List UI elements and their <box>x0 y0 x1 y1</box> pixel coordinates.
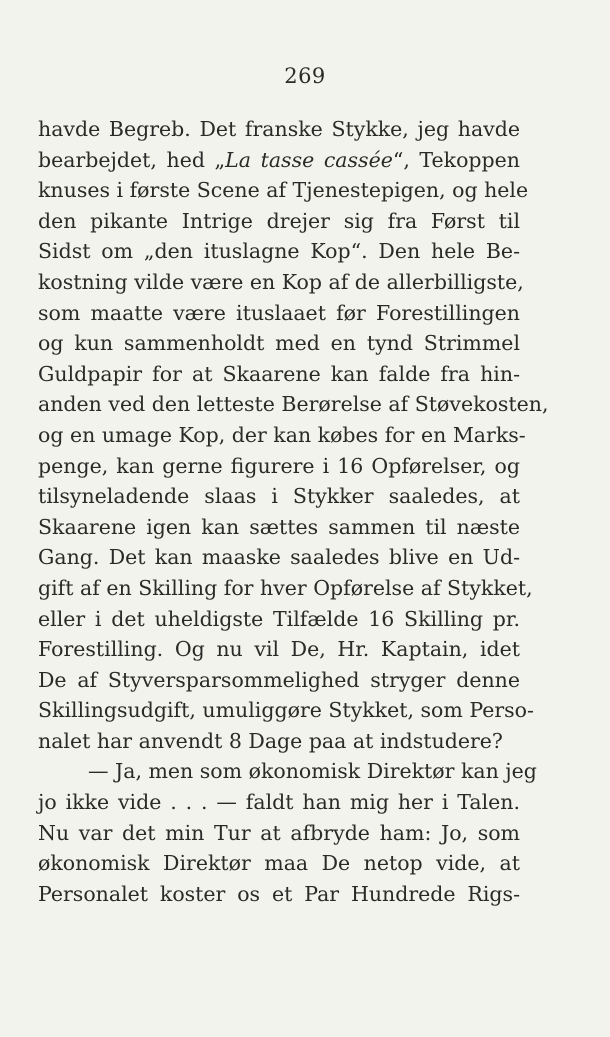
text-line <box>38 145 520 176</box>
text-line: den pikante Intrige drejer sig fra Først til <box>38 208 520 233</box>
text-line: Nu var det min Tur at afbryde ham: Jo, som <box>38 820 520 845</box>
text-line: eller i det uheldigste Tilfælde 16 Skilling pr. <box>38 606 520 631</box>
text-line: og en umage Kop, der kan købes for en Marks- <box>38 422 526 447</box>
text-line: nalet har anvendt 8 Dage paa at indstudere? <box>38 728 503 753</box>
text-line: Skillingsudgift, umuliggøre Stykket, som Perso- <box>38 698 534 723</box>
text-line: tilsyneladende slaas i Stykker saaledes, at <box>38 484 520 509</box>
text-line: og kun sammenholdt med en tynd Strimmel <box>38 331 520 356</box>
text-line: havde Begreb. Det franske Stykke, jeg havde <box>38 117 520 141</box>
text-span: bearbejdet, hed „ <box>38 147 226 172</box>
text-line: Forestilling. Og nu vil De, Hr. Kaptain, idet <box>38 637 520 662</box>
text-line: De af Styversparsommelighed stryger denne <box>38 667 520 692</box>
text-line: Guldpapir for at Skaarene kan falde fra hin- <box>38 361 520 386</box>
body-text <box>38 114 549 909</box>
text-line: — Ja, men som økonomisk Direktør kan jeg <box>88 759 537 784</box>
text-line: Sidst om „den ituslagne Kop“. Den hele Be- <box>38 239 520 264</box>
text-line: gift af en Skilling for hver Opførelse af Stykket, <box>38 575 533 600</box>
text-line: som maatte være ituslaaet før Forestillingen <box>38 300 520 325</box>
text-line: anden ved den letteste Berørelse af Støvekosten, <box>38 392 549 417</box>
text-line: Personalet koster os et Par Hundrede Rigs- <box>38 881 520 906</box>
page-number: 269 <box>284 64 326 88</box>
text-line: Skaarene igen kan sættes sammen til næste <box>38 514 520 539</box>
text-line: økonomisk Direktør maa De netop vide, at <box>38 851 520 876</box>
text-line: Gang. Det kan maaske saaledes blive en Ud- <box>38 545 520 570</box>
italic-title: La tasse cassée <box>225 147 393 172</box>
text-line: kostning vilde være en Kop af de allerbilligste, <box>38 269 524 294</box>
text-line: jo ikke vide . . . — faldt han mig her i Talen. <box>38 790 520 815</box>
text-span: “, Tekoppen <box>392 147 520 172</box>
text-line: knuses i første Scene af Tjenestepigen, og hele <box>38 178 529 203</box>
text-line: penge, kan gerne figurere i 16 Opførelser, og <box>38 453 520 478</box>
